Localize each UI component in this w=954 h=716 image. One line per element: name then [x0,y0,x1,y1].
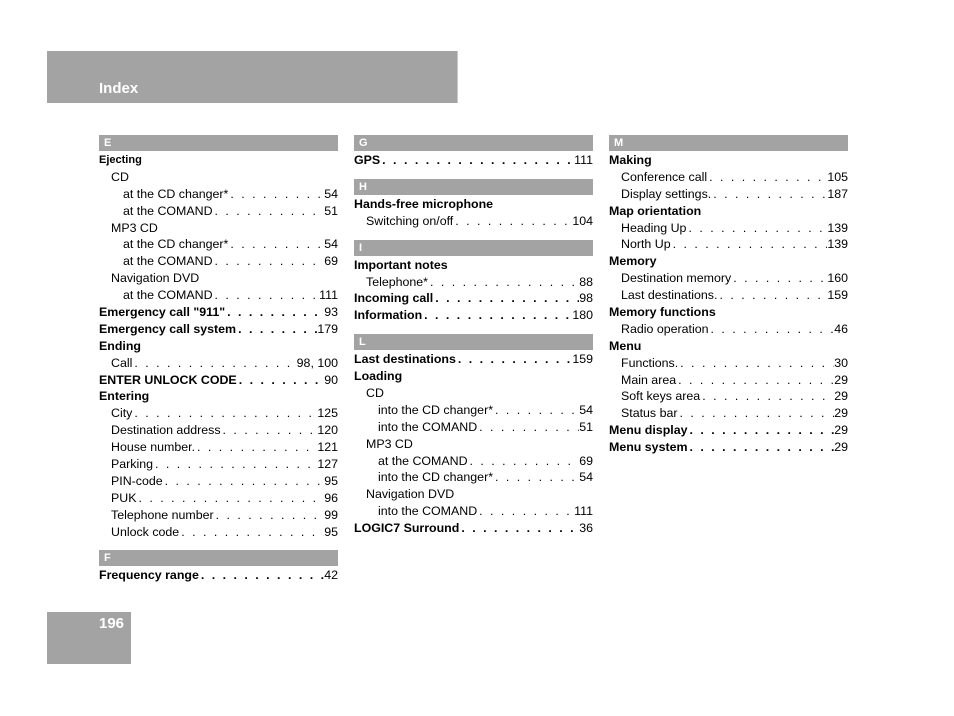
index-entry [609,152,848,169]
dot-leader [688,439,835,456]
dot-leader [700,388,834,405]
entry-term: ENTER UNLOCK CODE [99,372,237,387]
entry-term: Map orientation [609,203,702,218]
index-entry [99,456,338,473]
index-section-e [99,135,338,540]
entry-term: Functions. [621,355,679,370]
index-section-l [354,334,593,537]
section-letter: M [609,135,848,151]
entry-term: into the CD changer* [378,402,494,417]
index-entry [99,169,338,186]
entry-page-number: 180 [572,308,593,323]
index-entry [609,186,848,203]
index-entry [99,439,338,456]
dot-leader [237,372,325,389]
index-entry [609,338,848,355]
entry-page-number: 98 [579,291,593,306]
entry-term: Heading Up [621,220,687,235]
dot-leader [213,287,320,304]
index-entry [99,372,338,389]
entry-page-number: 95 [324,524,338,539]
index-entry [354,290,593,307]
entry-page-number: 104 [572,213,593,228]
entry-page-number: 105 [827,169,848,184]
entry-term: Important notes [354,257,448,272]
index-entry [354,368,593,385]
entry-page-number: 88 [579,274,593,289]
entry-term: Last destinations [354,352,456,367]
dot-leader [228,236,324,253]
entry-page-number: 69 [579,453,593,468]
entry-term: Telephone* [366,274,429,289]
index-entry [354,385,593,402]
entry-page-number: 127 [317,457,338,472]
index-entry [609,388,848,405]
entry-page-number: 139 [827,220,848,235]
index-entry [99,220,338,237]
entry-page-number: 29 [834,389,848,404]
index-entry [609,203,848,220]
entry-term: CD [366,386,384,401]
entry-term: Menu display [609,423,688,438]
index-entry [354,152,593,169]
entry-term: Destination memory [621,271,732,286]
entry-term: MP3 CD [366,436,413,451]
dot-leader [459,520,579,537]
dot-leader [236,321,317,338]
index-entry [609,372,848,389]
entry-page-number: 51 [324,203,338,218]
entry-term: North Up [621,237,671,252]
index-entry [609,355,848,372]
entry-term: MP3 CD [111,220,158,235]
entry-term: Soft keys area [621,389,701,404]
entry-page-number: 42 [324,568,338,583]
entry-term: Ejecting [99,154,142,166]
dot-leader [676,372,834,389]
index-section-i [354,240,593,325]
index-entry [99,270,338,287]
entry-term: into the COMAND [378,504,478,519]
dot-leader [179,524,324,541]
entry-page-number: 54 [579,402,593,417]
entry-term: Destination address [111,423,221,438]
dot-leader [195,439,317,456]
index-entry [99,338,338,355]
index-entry [609,220,848,237]
dot-leader [132,405,317,422]
entry-term: at the COMAND [123,203,213,218]
dot-leader [717,287,827,304]
entry-page-number: 29 [834,372,848,387]
dot-leader [456,351,572,368]
index-entry [354,453,593,470]
entry-page-number: 111 [574,153,593,167]
entry-term: PUK [111,490,137,505]
entry-term: Making [609,153,652,167]
index-entry [99,253,338,270]
entry-page-number: 159 [827,288,848,303]
index-entry [354,196,593,213]
header-band [47,51,458,103]
entry-term: at the COMAND [123,254,213,269]
index-section-h [354,179,593,230]
index-section-m [609,135,848,456]
index-entry [354,469,593,486]
entry-term: Memory [609,254,657,269]
entry-page-number: 160 [827,271,848,286]
entry-term: GPS [354,153,381,167]
index-entry [354,402,593,419]
section-letter: L [354,334,593,350]
dot-leader [428,274,579,291]
dot-leader [711,186,827,203]
entry-term: Display settings. [621,186,712,201]
index-entry [354,307,593,324]
dot-leader [671,236,828,253]
dot-leader [213,203,325,220]
dot-leader [707,169,827,186]
entry-term: at the CD changer* [123,237,229,252]
index-entry [99,524,338,541]
entry-page-number: 125 [317,406,338,421]
entry-term: Memory functions [609,305,716,320]
entry-term: Parking [111,457,154,472]
index-entry [99,304,338,321]
entry-page-number: 98, 100 [296,355,338,370]
entry-term: CD [111,169,129,184]
entry-term: Incoming call [354,291,434,306]
index-entry [99,405,338,422]
entry-term: at the COMAND [123,288,213,303]
entry-page-number: 111 [319,288,338,303]
dot-leader [493,402,579,419]
dot-leader [213,253,325,270]
dot-leader [477,419,579,436]
entry-page-number: 93 [324,305,338,320]
index-entry [99,473,338,490]
dot-leader [453,213,572,230]
dot-leader [199,567,324,584]
dot-leader [380,152,574,169]
entry-term: Unlock code [111,524,180,539]
index-entry [354,213,593,230]
dot-leader [163,473,325,490]
dot-leader [422,307,572,324]
entry-page-number: 179 [317,321,338,336]
index-section-f [99,550,338,584]
index-entry [609,439,848,456]
entry-page-number: 90 [324,372,338,387]
index-column-1 [99,135,338,594]
dot-leader [225,304,324,321]
entry-page-number: 95 [324,473,338,488]
entry-page-number: 139 [827,237,848,252]
entry-term: Switching on/off [366,213,454,228]
page-number: 196 [99,615,125,632]
dot-leader [433,290,579,307]
dot-leader [214,507,325,524]
entry-page-number: 54 [324,237,338,252]
index-entry [354,274,593,291]
entry-page-number: 46 [834,321,848,336]
dot-leader [153,456,317,473]
dot-leader [468,453,580,470]
entry-term: Hands-free microphone [354,196,494,211]
dot-leader [688,422,835,439]
entry-page-number: 69 [324,254,338,269]
index-entry [609,253,848,270]
entry-term: Main area [621,372,677,387]
entry-page-number: 111 [574,504,593,519]
entry-term: Emergency call system [99,321,237,336]
index-entry [99,490,338,507]
entry-term: Loading [354,369,403,384]
entry-term: Status bar [621,406,678,421]
index-entry [354,257,593,274]
entry-term: Call [111,355,133,370]
entry-term: Emergency call "911" [99,305,226,320]
entry-term: Navigation DVD [111,271,200,286]
entry-term: at the CD changer* [123,186,229,201]
dot-leader [686,220,827,237]
index-entry [99,422,338,439]
entry-term: Ending [99,338,141,353]
index-entry [609,304,848,321]
dot-leader [136,490,324,507]
entry-page-number: 30 [834,355,848,370]
entry-page-number: 99 [324,507,338,522]
dot-leader [709,321,835,338]
dot-leader [228,186,324,203]
entry-term: into the CD changer* [378,470,494,485]
dot-leader [477,503,574,520]
dot-leader [677,405,834,422]
index-entry [99,388,338,405]
entry-term: Navigation DVD [366,487,455,502]
index-entry [609,422,848,439]
entry-page-number: 51 [579,419,593,434]
index-entry [609,169,848,186]
section-letter: G [354,135,593,151]
entry-term: House number. [111,440,196,455]
index-entry [99,186,338,203]
entry-term: Information [354,308,423,323]
dot-leader [493,469,579,486]
entry-term: LOGIC7 Surround [354,521,460,536]
index-entry [354,419,593,436]
entry-page-number: 29 [834,406,848,421]
index-entry [99,236,338,253]
index-entry [609,405,848,422]
section-letter: H [354,179,593,195]
index-entry [99,355,338,372]
index-entry [609,287,848,304]
index-entry [609,321,848,338]
index-entry [354,436,593,453]
entry-page-number: 120 [317,423,338,438]
index-entry [354,503,593,520]
entry-page-number: 159 [572,352,593,367]
section-letter: I [354,240,593,256]
dot-leader [678,355,834,372]
entry-page-number: 187 [827,186,848,201]
entry-term: Menu system [609,440,688,455]
entry-term: City [111,406,133,421]
section-letter: E [99,135,338,151]
section-letter: F [99,550,338,566]
index-entry [99,287,338,304]
dot-leader [731,270,827,287]
entry-term: Frequency range [99,568,199,583]
entry-term: PIN-code [111,473,163,488]
entry-term: Radio operation [621,321,709,336]
page-number-badge [47,612,131,664]
index-entry [99,152,338,169]
index-entry [99,507,338,524]
entry-page-number: 29 [834,423,848,438]
index-entry [99,567,338,584]
index-column-3 [609,135,848,466]
entry-term: Menu [609,338,642,353]
index-entry [354,486,593,503]
entry-term: Conference call [621,169,708,184]
entry-page-number: 54 [324,186,338,201]
entry-term: Entering [99,389,150,404]
entry-page-number: 54 [579,470,593,485]
entry-term: at the COMAND [378,453,468,468]
index-entry [609,236,848,253]
dot-leader [221,422,318,439]
index-entry [99,321,338,338]
index-section-g [354,135,593,169]
entry-term: Last destinations. [621,288,718,303]
entry-term: Telephone number [111,507,214,522]
dot-leader [132,355,296,372]
index-entry [354,520,593,537]
entry-page-number: 36 [579,521,593,536]
entry-page-number: 96 [324,490,338,505]
index-entry [609,270,848,287]
page-title: Index [99,80,139,97]
entry-page-number: 121 [317,440,338,455]
index-column-2 [354,135,593,547]
entry-page-number: 29 [834,440,848,455]
index-entry [354,351,593,368]
entry-term: into the COMAND [378,419,478,434]
index-entry [99,203,338,220]
